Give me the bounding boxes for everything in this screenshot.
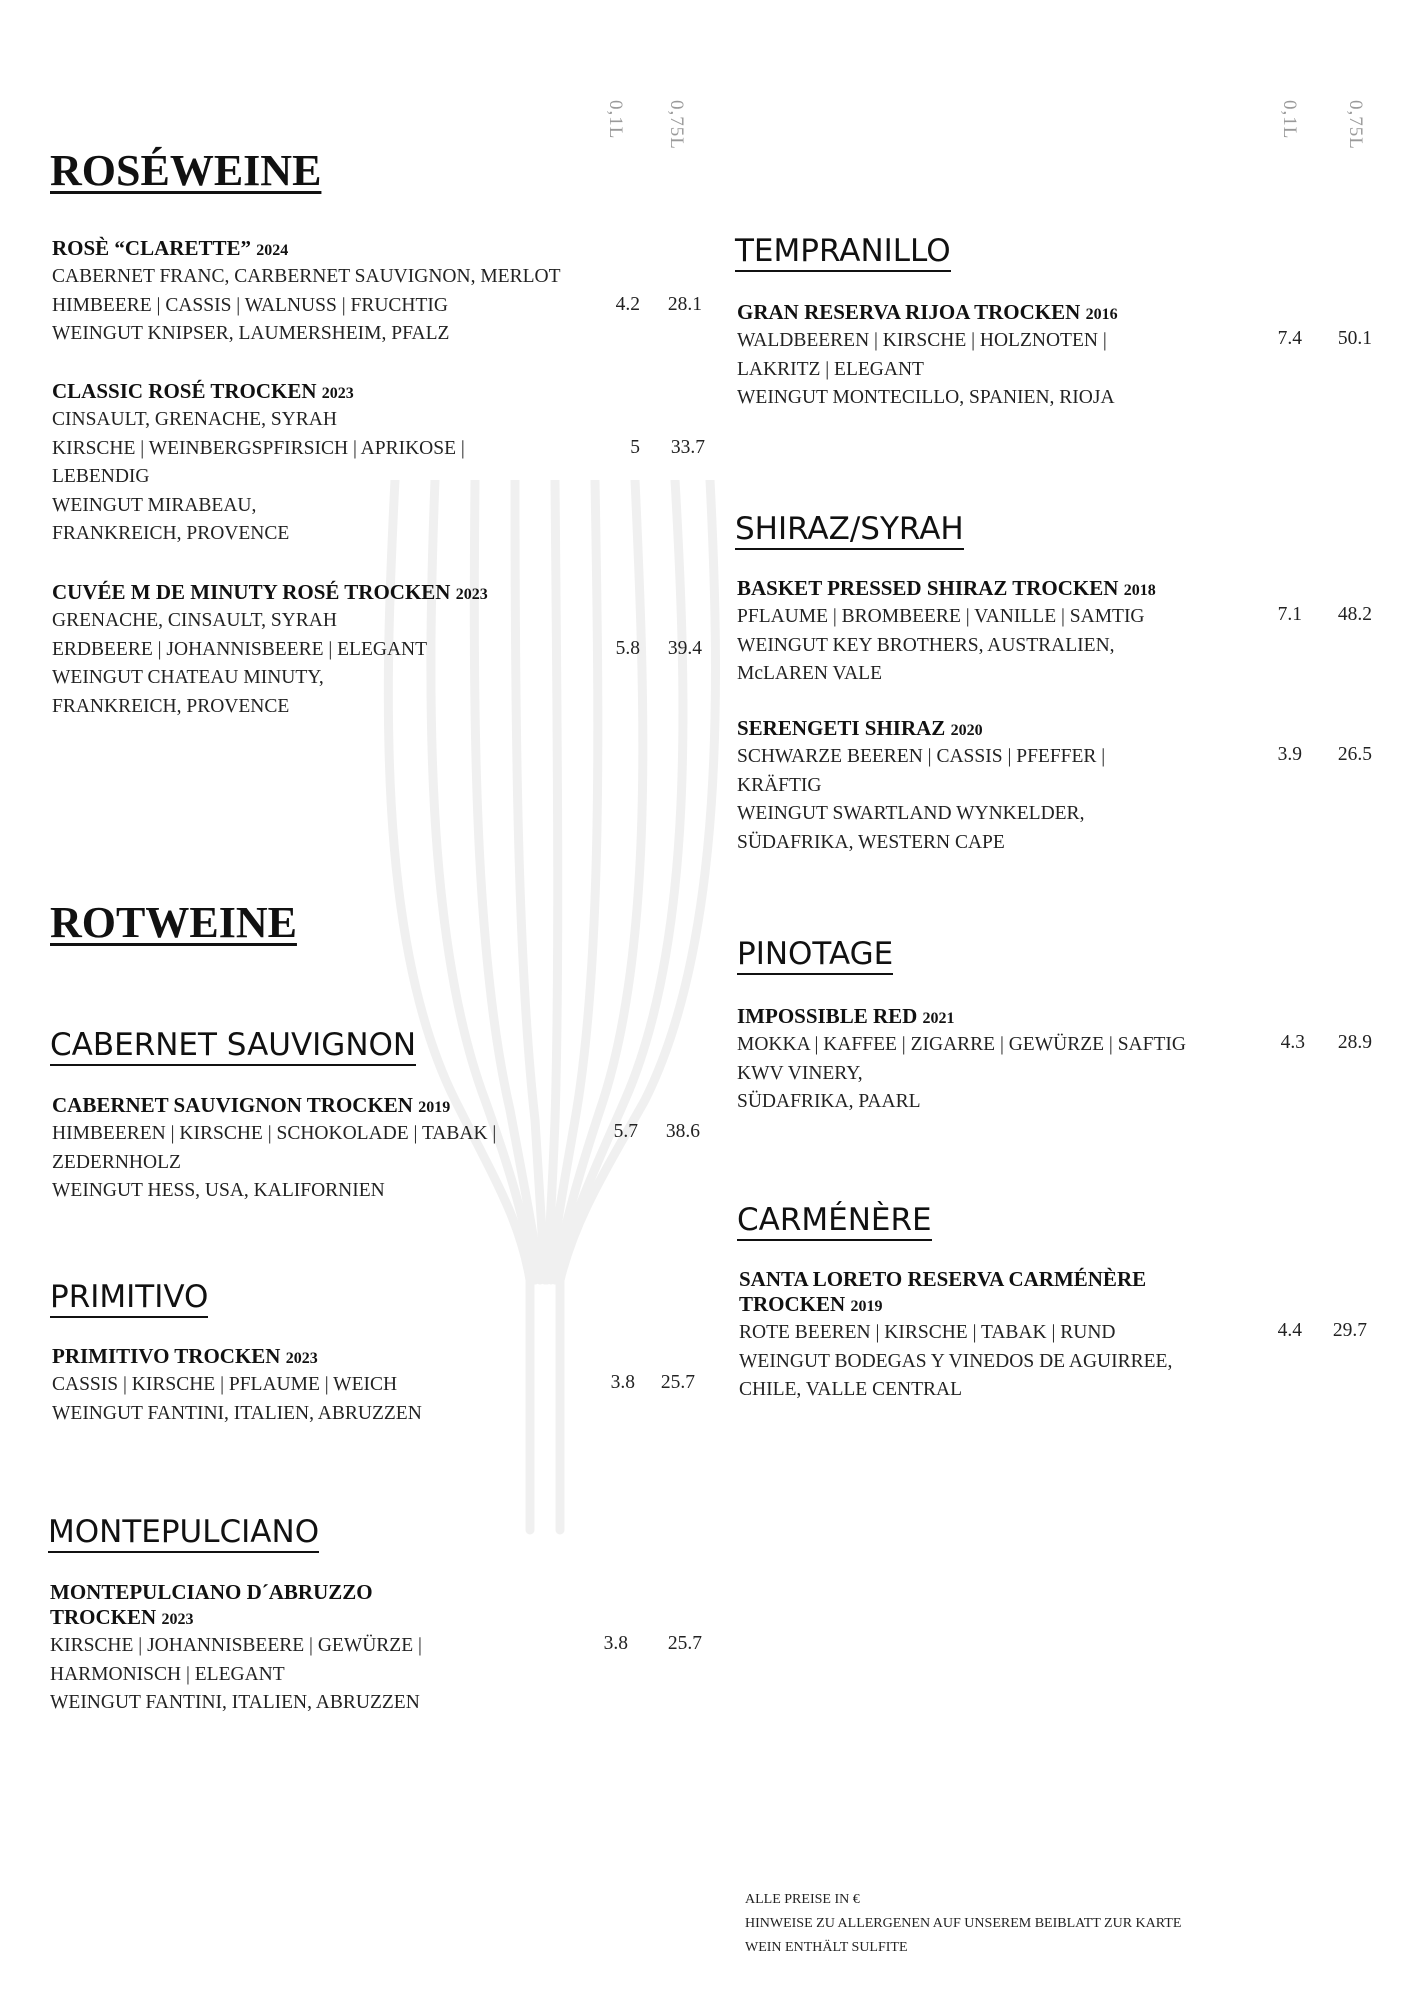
price-large: 48.2 (1337, 604, 1372, 625)
wine-item (737, 300, 1118, 413)
section-title-rotweine: ROTWEINE (50, 898, 297, 947)
wine-item (52, 1344, 422, 1428)
footer-notes (745, 1888, 1181, 1960)
wine-notes: SCHWARZE BEEREN | CASSIS | PFEFFER | (737, 746, 1106, 767)
wine-producer: WEINGUT KNIPSER, LAUMERSHEIM, PFALZ (52, 323, 450, 344)
price-small: 3.8 (610, 1372, 635, 1393)
wine-year: 2024 (256, 242, 289, 259)
wine-name: CABERNET SAUVIGNON TROCKEN 2019 (52, 1093, 451, 1117)
wine-producer: WEINGUT CHATEAU MINUTY, (52, 667, 324, 688)
footer-line: HINWEISE ZU ALLERGENEN AUF UNSEREM BEIBLATT ZUR KARTE (745, 1916, 1182, 1931)
wine-producer: KWV VINERY, (737, 1062, 863, 1084)
subsection-title: TEMPRANILLO (735, 234, 951, 272)
footer-line: WEIN ENTHÄLT SULFITE (745, 1940, 908, 1955)
price-small: 7.4 (1277, 328, 1302, 349)
wine-producer: WEINGUT FANTINI, ITALIEN, ABRUZZEN (52, 1402, 422, 1424)
wine-item (739, 1267, 1172, 1405)
price-small: 4.2 (615, 294, 640, 315)
wine-year: 2023 (285, 1350, 318, 1367)
price-small: 3.9 (1277, 744, 1302, 765)
wine-year: 2023 (161, 1611, 194, 1628)
wine-name: IMPOSSIBLE RED 2021 (737, 1004, 955, 1028)
price-small: 3.8 (603, 1633, 628, 1654)
subsection-title: PINOTAGE (737, 937, 893, 975)
wine-item (737, 576, 1156, 689)
price-large: 28.1 (667, 294, 702, 315)
wine-year: 2019 (418, 1099, 451, 1116)
wine-name: BASKET PRESSED SHIRAZ TROCKEN 2018 (737, 576, 1156, 600)
subsection-title: PRIMITIVO (50, 1280, 208, 1318)
section-title-roseweine: ROSÉWEINE (50, 146, 322, 195)
wine-year: 2018 (1123, 582, 1156, 599)
wine-name: CUVÉE M DE MINUTY ROSÉ TROCKEN 2023 (52, 580, 488, 604)
wine-region: CHILE, VALLE CENTRAL (739, 1379, 962, 1400)
wine-year: 2023 (321, 385, 354, 402)
subsection-title: CARMÉNÈRE (737, 1203, 932, 1241)
wine-grapes: CABERNET FRANC, CARBERNET SAUVIGNON, MERLOT (52, 266, 561, 287)
wine-name: MONTEPULCIANO D´ABRUZZO TROCKEN 2023 (50, 1580, 373, 1629)
subsection-title: CABERNET SAUVIGNON (50, 1028, 416, 1066)
wine-item (52, 580, 488, 721)
wine-notes: PFLAUME | BROMBEERE | VANILLE | SAMTIG (737, 606, 1145, 627)
wine-item (50, 1580, 422, 1718)
wine-name: GRAN RESERVA RIJOA TROCKEN 2016 (737, 300, 1118, 324)
wine-region: McLAREN VALE (737, 663, 882, 684)
wine-year: 2020 (950, 722, 983, 739)
wine-item (737, 1004, 1186, 1117)
wine-notes: HARMONISCH | ELEGANT (50, 1663, 285, 1685)
wine-notes: KIRSCHE | WEINBERGSPFIRSICH | APRIKOSE | (52, 437, 465, 459)
wine-region: FRANKREICH, PROVENCE (52, 695, 290, 717)
price-large: 38.6 (665, 1121, 700, 1142)
wine-notes: HIMBEEREN | KIRSCHE | SCHOKOLADE | TABAK | (52, 1123, 497, 1144)
price-large: 50.1 (1337, 328, 1372, 349)
wine-notes: CASSIS | KIRSCHE | PFLAUME | WEICH (52, 1374, 398, 1395)
wine-name: SANTA LORETO RESERVA CARMÉNÈRE TROCKEN 2019 (739, 1267, 1147, 1316)
wine-producer: WEINGUT BODEGAS Y VINEDOS DE AGUIRREE, (739, 1350, 1173, 1372)
wine-item (52, 1093, 496, 1206)
column-header-large: 0,75L (666, 100, 687, 150)
price-small: 5.7 (613, 1121, 638, 1142)
wine-name: ROSÈ “CLARETTE” 2024 (52, 236, 289, 260)
price-large: 28.9 (1337, 1032, 1372, 1053)
wine-producer: WEINGUT KEY BROTHERS, AUSTRALIEN, (737, 634, 1115, 656)
wine-notes: WALDBEEREN | KIRSCHE | HOLZNOTEN | (737, 330, 1107, 351)
wine-notes: KRÄFTIG (737, 774, 822, 796)
wine-notes: ROTE BEEREN | KIRSCHE | TABAK | RUND (739, 1322, 1116, 1343)
wine-region: FRANKREICH, PROVENCE (52, 523, 290, 544)
wine-name: PRIMITIVO TROCKEN 2023 (52, 1344, 318, 1368)
price-small: 5 (630, 437, 640, 458)
wine-region: SÜDAFRIKA, WESTERN CAPE (737, 831, 1005, 853)
wine-grapes: CINSAULT, GRENACHE, SYRAH (52, 409, 337, 430)
wine-producer: WEINGUT FANTINI, ITALIEN, ABRUZZEN (50, 1692, 420, 1713)
wine-notes: LEBENDIG (52, 466, 150, 487)
footer-line: ALLE PREISE IN € (745, 1892, 860, 1907)
wine-item (737, 716, 1105, 857)
wine-notes: ZEDERNHOLZ (52, 1151, 181, 1173)
wine-notes: KIRSCHE | JOHANNISBEERE | GEWÜRZE | (50, 1635, 422, 1656)
wine-year: 2016 (1085, 306, 1118, 323)
wine-name: SERENGETI SHIRAZ 2020 (737, 716, 983, 740)
wine-year: 2019 (850, 1298, 883, 1315)
subsection-title: MONTEPULCIANO (48, 1515, 319, 1553)
wine-notes: MOKKA | KAFFEE | ZIGARRE | GEWÜRZE | SAFTIG (737, 1034, 1186, 1055)
price-large: 33.7 (670, 437, 705, 458)
price-small: 7.1 (1277, 604, 1302, 625)
price-large: 29.7 (1332, 1320, 1367, 1341)
column-header-large: 0,75L (1345, 100, 1366, 150)
column-header-small: 0,1L (605, 100, 626, 140)
wine-producer: WEINGUT HESS, USA, KALIFORNIEN (52, 1180, 385, 1201)
wine-producer: WEINGUT MONTECILLO, SPANIEN, RIOJA (737, 387, 1115, 408)
wine-year: 2023 (455, 586, 488, 603)
subsection-title: SHIRAZ/SYRAH (735, 512, 964, 550)
wine-grapes: GRENACHE, CINSAULT, SYRAH (52, 610, 337, 631)
price-small: 4.4 (1277, 1320, 1302, 1341)
wine-producer: WEINGUT SWARTLAND WYNKELDER, (737, 803, 1085, 824)
wine-item (52, 379, 465, 549)
wine-notes: LAKRITZ | ELEGANT (737, 358, 924, 380)
price-small: 5.8 (615, 638, 640, 659)
price-small: 4.3 (1280, 1032, 1305, 1053)
wine-producer: WEINGUT MIRABEAU, (52, 494, 257, 516)
wine-name: CLASSIC ROSÉ TROCKEN 2023 (52, 379, 354, 403)
column-header-small: 0,1L (1279, 100, 1300, 140)
wine-region: SÜDAFRIKA, PAARL (737, 1091, 921, 1112)
wine-item (52, 236, 561, 349)
wine-notes: HIMBEERE | CASSIS | WALNUSS | FRUCHTIG (52, 294, 448, 316)
wine-year: 2021 (922, 1010, 955, 1027)
price-large: 25.7 (660, 1372, 695, 1393)
wine-notes: ERDBEERE | JOHANNISBEERE | ELEGANT (52, 638, 428, 660)
price-large: 26.5 (1337, 744, 1372, 765)
price-large: 39.4 (667, 638, 702, 659)
price-large: 25.7 (667, 1633, 702, 1654)
